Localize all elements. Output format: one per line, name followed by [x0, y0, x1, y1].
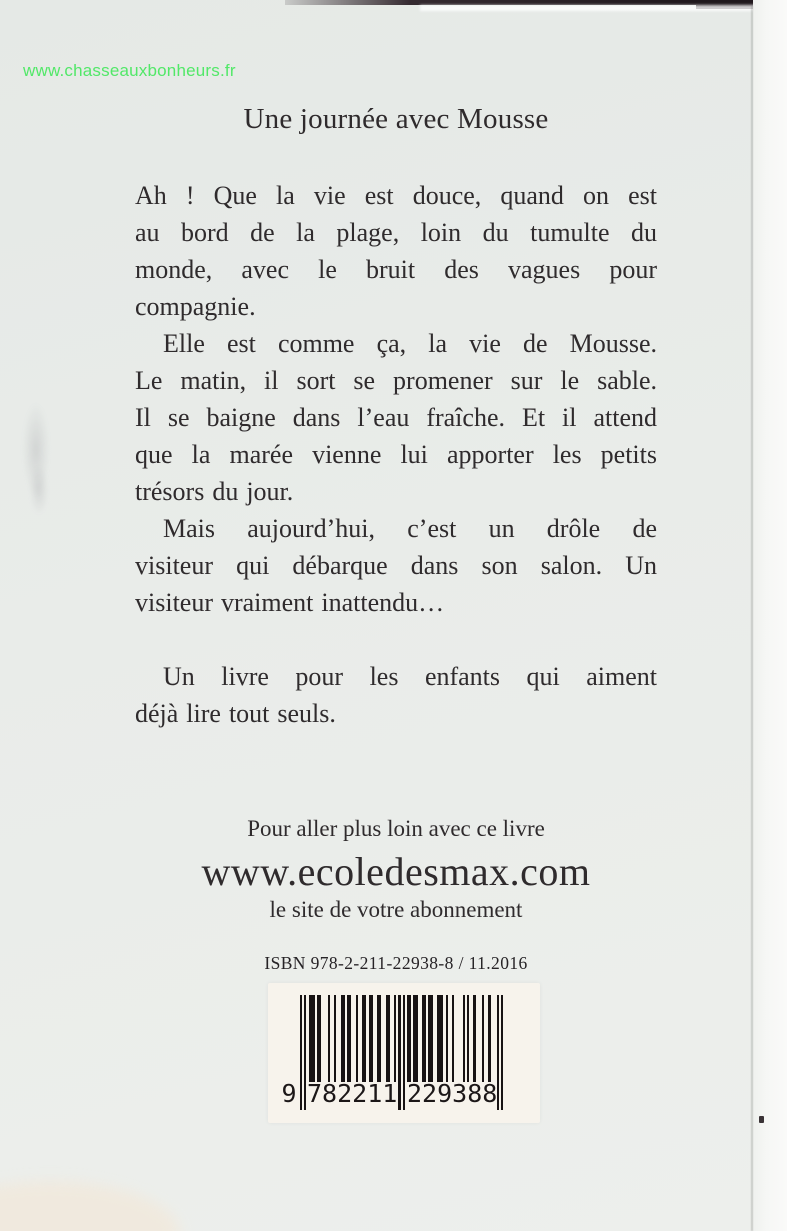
- blurb-paragraph: [135, 177, 657, 325]
- blurb-line: trésors du jour.: [135, 477, 294, 506]
- book-title: Une journée avec Mousse: [243, 103, 549, 135]
- isbn-text: ISBN 978-2-211-22938-8 / 11.2016: [264, 953, 528, 973]
- blurb-line: visiteur vraiment inattendu…: [135, 588, 445, 617]
- watermark-url: www.chasseauxbonheurs.fr: [23, 61, 236, 80]
- cover-smudge: [26, 455, 52, 525]
- footer-subtitle: le site de votre abonnement: [269, 897, 523, 922]
- blurb-line: Mais aujourd’hui, c’est un drôle de: [163, 514, 657, 543]
- book-top-edge-highlight: [420, 5, 775, 11]
- blurb-line: Un livre pour les enfants qui aiment: [163, 662, 657, 691]
- blurb-line: Ah ! Que la vie est douce, quand on est: [135, 181, 657, 210]
- blurb-line: visiteur qui débarque dans son salon. Un: [135, 551, 657, 580]
- photo-corner-background: [0, 1181, 180, 1231]
- blurb-line: au bord de la plage, loin du tumulte du: [135, 218, 657, 247]
- blurb-line: monde, avec le bruit des vagues pour: [135, 255, 657, 284]
- blurb-line: Il se baigne dans l’eau fraîche. Et il attend: [135, 403, 657, 432]
- blurb-line: déjà lire tout seuls.: [135, 699, 336, 728]
- publisher-website-url: www.ecoledesmax.com: [201, 849, 591, 894]
- blurb-line: que la marée vienne lui apporter les petits: [135, 440, 657, 469]
- book-page-edge: [753, 0, 787, 1231]
- cover-crease-line: [751, 6, 753, 1231]
- barcode-digits-left: 782211: [307, 1079, 398, 1108]
- barcode-digits-right: 229388: [407, 1079, 498, 1108]
- blurb-paragraph: [135, 510, 657, 621]
- barcode-digit-first: 9: [281, 1079, 297, 1108]
- dust-speck: [759, 1116, 764, 1123]
- blurb-paragraph: [135, 658, 657, 732]
- barcode-label: [268, 983, 540, 1123]
- footer-tagline: Pour aller plus loin avec ce livre: [247, 816, 545, 841]
- back-cover-blurb: [135, 177, 657, 732]
- blurb-line: compagnie.: [135, 292, 256, 321]
- blurb-line: Elle est comme ça, la vie de Mousse.: [163, 329, 657, 358]
- blurb-paragraph: [135, 325, 657, 510]
- blurb-line: Le matin, il sort se promener sur le sable.: [135, 366, 657, 395]
